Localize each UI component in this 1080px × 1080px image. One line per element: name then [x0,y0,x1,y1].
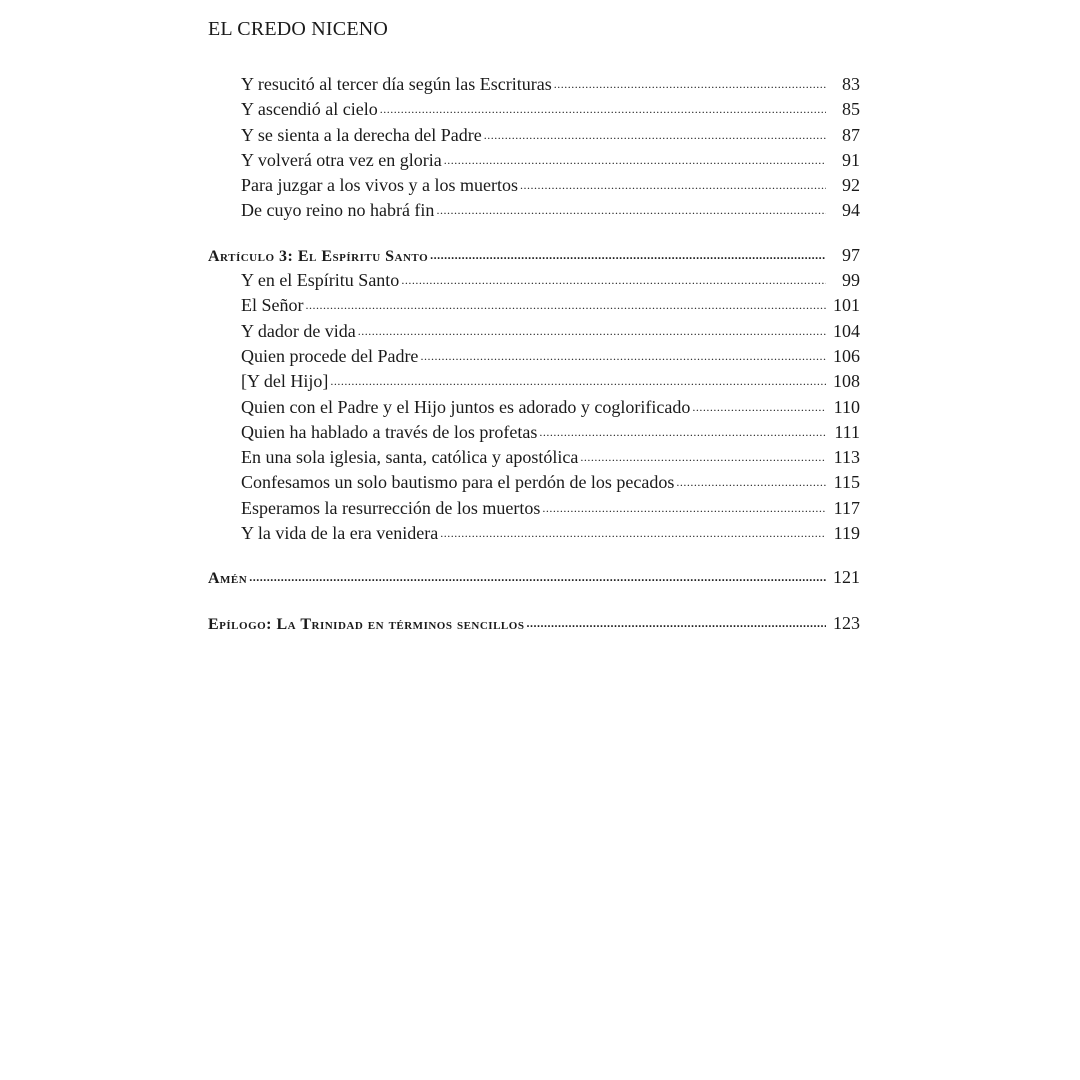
toc-entry-label: Y la vida de la era venidera [241,523,439,544]
toc-entry[interactable] [208,319,860,344]
toc-entry-label: Y se sienta a la derecha del Padre [241,124,482,145]
toc-entry-page: 94 [842,200,860,221]
toc-entry[interactable] [208,521,860,546]
toc-entry-page: 85 [842,99,860,120]
toc-entry[interactable] [208,496,860,521]
toc-entry[interactable] [208,395,860,420]
dot-leader [436,198,826,223]
toc-entry-page: 99 [842,270,860,291]
section-spacer [208,546,860,565]
dot-leader [420,344,826,369]
toc-section-label: Amén [208,570,248,588]
toc-entry[interactable] [208,369,860,394]
dot-leader [520,173,826,198]
toc-entry-label: Y dador de vida [241,320,356,341]
toc-entry-label: Confesamos un solo bautismo para el perdón de los pecados [241,472,675,493]
toc-entry[interactable] [208,470,860,495]
toc-entry-page: 110 [833,396,860,417]
dot-leader [542,496,826,521]
dot-leader [440,521,826,546]
toc-entry-page: 115 [833,472,860,493]
toc-entry-page: 87 [842,124,860,145]
dot-leader [580,445,826,470]
toc-entry-label: Quien con el Padre y el Hijo juntos es adorado y coglorificado [241,396,691,417]
toc-entry-label: Y resucitó al tercer día según las Escrituras [241,74,552,94]
dot-leader [380,97,826,122]
dot-leader [358,319,826,344]
dot-leader [692,395,826,420]
toc-entry[interactable] [208,268,860,293]
toc-section-label: Epílogo: La Trinidad en términos sencillos [208,615,525,633]
dot-leader [676,470,826,495]
toc-entry-page: 83 [842,74,860,94]
dot-leader [249,565,826,590]
toc-entry-label: Quien ha hablado a través de los profetas [241,421,538,442]
dot-leader [539,420,826,445]
toc-entry[interactable] [208,420,860,445]
toc-entry-page: 108 [833,371,860,392]
toc-entry-label: Y volverá otra vez en gloria [241,149,442,170]
toc-section-page: 123 [833,612,860,633]
toc-entry-label: El Señor [241,295,304,316]
toc-entry[interactable] [208,148,860,173]
dot-leader [484,123,826,148]
toc-entry-page: 101 [833,295,860,316]
toc-section-label: Artículo 3: El Espíritu Santo [208,247,429,265]
toc-entry[interactable] [208,445,860,470]
dot-leader [306,293,827,318]
toc-entry-label: Y ascendió al cielo [241,99,378,120]
toc-entry-label: Y en el Espíritu Santo [241,270,400,291]
toc-entry-page: 119 [833,523,860,544]
toc-entry-label: Esperamos la resurrección de los muertos [241,497,541,518]
toc-entry-page: 92 [842,175,860,196]
toc-entry-page: 117 [833,497,860,518]
toc-entry[interactable] [208,123,860,148]
toc-entry[interactable] [208,344,860,369]
toc-entry-label: Para juzgar a los vivos y a los muertos [241,175,518,196]
toc-entry-label: [Y del Hijo] [241,371,329,392]
dot-leader [430,243,826,268]
toc-entry-label: De cuyo reino no habrá fin [241,200,435,221]
toc-entry[interactable] [208,97,860,122]
toc-section-page: 97 [842,244,860,265]
toc-section-page: 121 [833,567,860,588]
toc-entry-page: 111 [834,421,860,442]
section-spacer [208,224,860,243]
dot-leader [444,148,826,173]
toc-entry-page: 113 [833,447,860,468]
toc-entry[interactable] [208,72,860,97]
toc-entry-page: 91 [842,149,860,170]
toc-entry[interactable] [208,198,860,223]
toc-section-epilogue[interactable] [208,611,860,636]
section-spacer [208,591,860,611]
toc-entry-label: Quien procede del Padre [241,345,419,366]
toc-section-article-3[interactable] [208,243,860,268]
table-of-contents [208,72,860,636]
dot-leader [526,611,826,636]
dot-leader [554,72,826,97]
toc-section-amen[interactable] [208,565,860,590]
toc-entry[interactable] [208,173,860,198]
toc-entry[interactable] [208,293,860,318]
toc-entry-page: 106 [833,345,860,366]
running-title: EL CREDO NICENO [208,18,389,40]
dot-leader [401,268,826,293]
toc-entry-label: En una sola iglesia, santa, católica y apostólica [241,447,579,468]
dot-leader [330,369,826,394]
toc-entry-page: 104 [833,320,860,341]
